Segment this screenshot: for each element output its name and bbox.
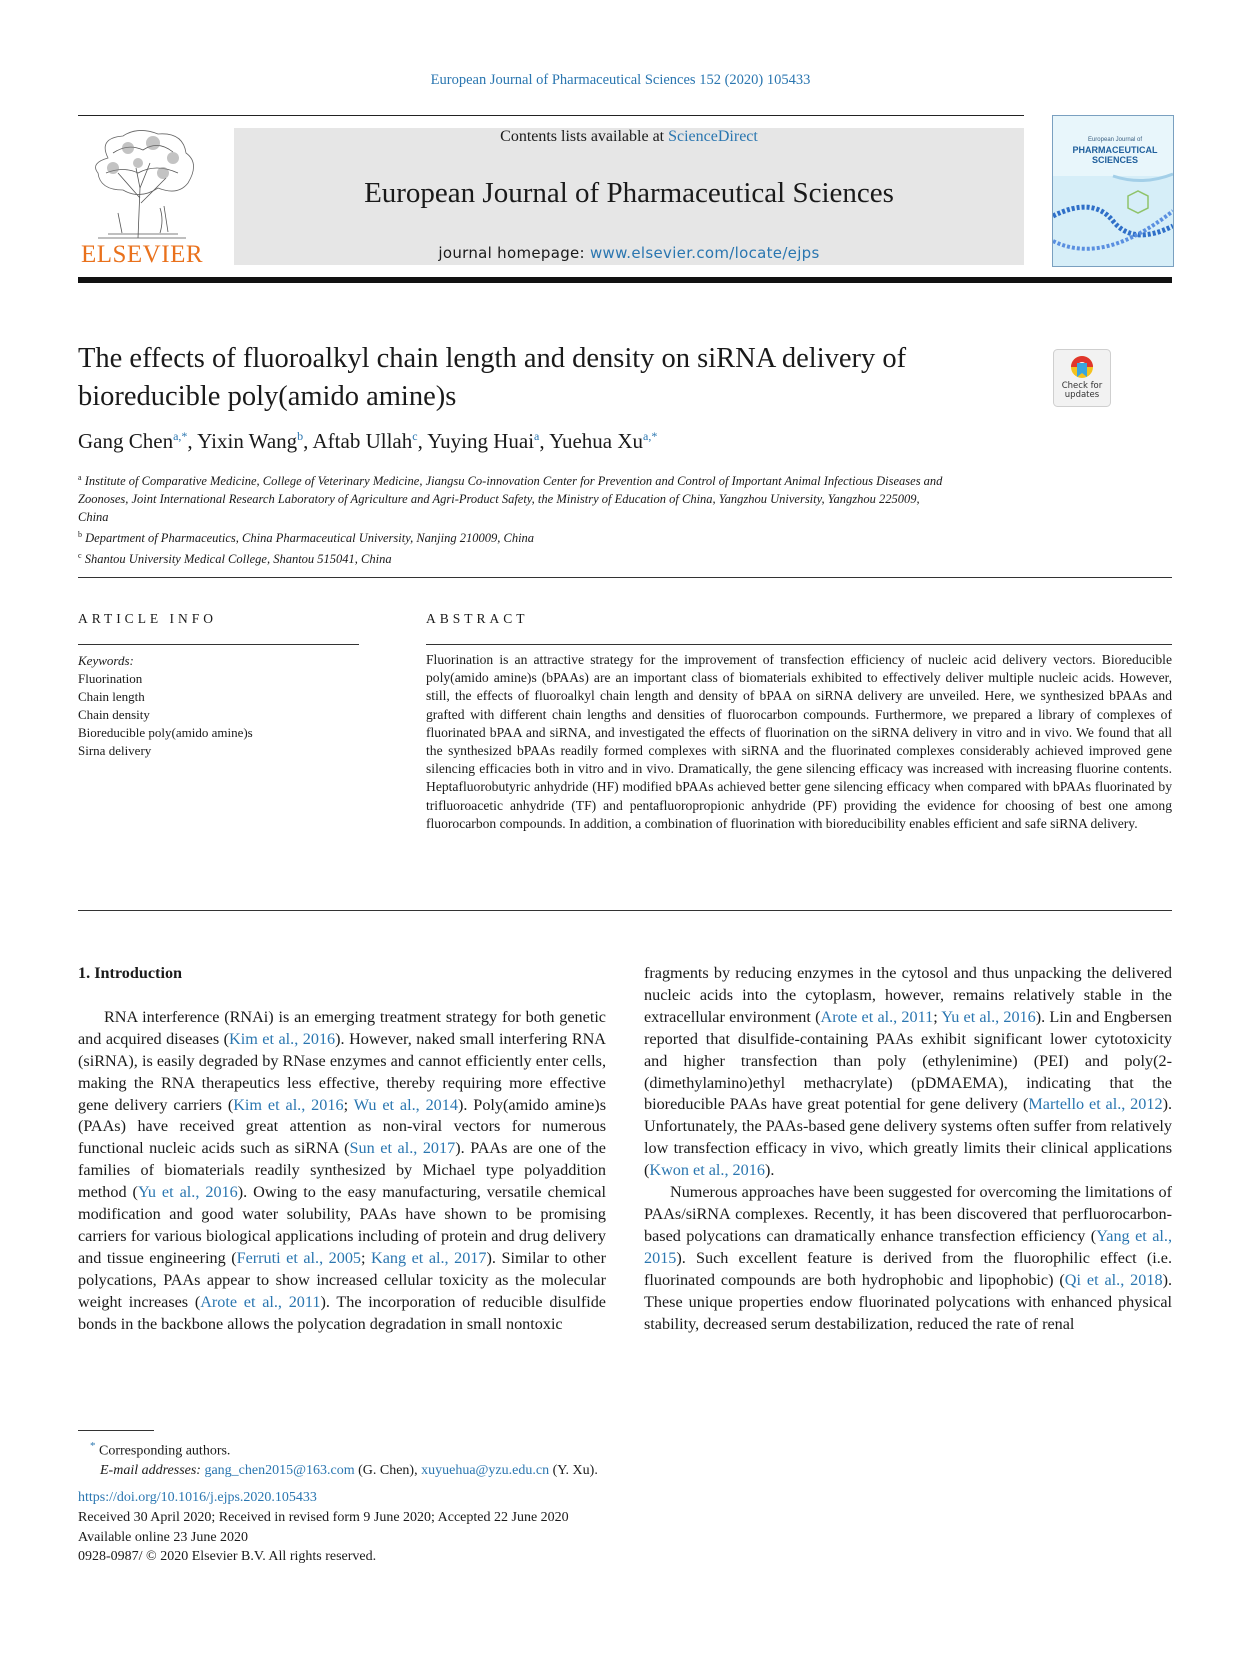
cover-line-1: European Journal of xyxy=(1087,137,1143,143)
article-title xyxy=(78,340,1018,416)
keywords-label: Keywords: xyxy=(78,653,134,668)
journal-cover-image xyxy=(1053,116,1173,266)
publication-info xyxy=(78,1488,569,1567)
body-paragraph xyxy=(644,1182,1172,1335)
homepage-link[interactable]: www.elsevier.com/locate/ejps xyxy=(589,244,820,262)
body-text: ). The incorporation of reducible disulfide bonds in the backbone allows the polycation degradation in small nontoxic xyxy=(78,1292,606,1333)
keyword: Fluorination xyxy=(78,671,143,686)
available-online: Available online 23 June 2020 xyxy=(78,1529,249,1545)
citation-link[interactable]: Kim et al., 2016 xyxy=(229,1029,336,1048)
affiliation-b: $^b$ Department of Pharmaceutics, China Pharmaceutical University, Nanjing 210009, China xyxy=(78,530,535,546)
abstract-heading: ABSTRACT xyxy=(426,611,529,626)
contents-line xyxy=(234,128,1024,146)
article-title-line-1: The effects of fluoroalkyl chain length and density on siRNA delivery of xyxy=(78,343,907,374)
journal-title: European Journal of Pharmaceutical Sciences xyxy=(364,177,894,209)
body-text: ). Owing to the easy manufacturing, versatile chemical modification and good water solubility, PAAs have shown to be promising carriers for various biological applications including of protein and drug delivery and tissue engineering ( xyxy=(78,1183,606,1267)
body-column-left xyxy=(78,963,606,1336)
crossmark-label-line-1: Check for xyxy=(1061,381,1103,391)
article-info-heading: ARTICLE INFO xyxy=(78,611,218,626)
citation-link[interactable]: Yang et al., 2015 xyxy=(644,1226,1172,1267)
section-heading: 1. Introduction xyxy=(78,964,183,982)
citation-link[interactable]: Arote et al., 2011 xyxy=(820,1007,934,1026)
divider xyxy=(426,644,1172,645)
citation-link[interactable]: Kwon et al., 2016 xyxy=(649,1161,765,1180)
body-text: RNA interference (RNAi) is an emerging treatment strategy for both genetic and acquired diseases ( xyxy=(78,1007,606,1048)
keyword: Chain length xyxy=(78,689,145,704)
body-text: fragments by reducing enzymes in the cytosol and thus unpacking the delivered nucleic acids into the cytoplasm, however, remains relatively stable in the extracellular environment ( xyxy=(644,964,1172,1026)
author: Yuehua $Xu^{a,*}$ xyxy=(549,429,658,453)
affiliation-a-line-3: China xyxy=(78,510,109,525)
body-text: ; xyxy=(343,1095,354,1114)
homepage-line xyxy=(234,244,1024,262)
citation-link[interactable]: Kang et al., 2017 xyxy=(371,1248,487,1267)
body-text: ; xyxy=(361,1248,372,1267)
body-text: ). Unfortunately, the PAAs-based gene delivery systems often suffer from relatively low transfection efficacy in vivo, which greatly limits their clinical applications ( xyxy=(644,1095,1172,1180)
body-text: ). Such excellent feature is derived from the fluorophilic effect (i.e. fluorinated compounds are both hydrophobic and lipophobic) ( xyxy=(644,1248,1172,1289)
check-for-updates-button[interactable] xyxy=(1053,349,1111,407)
citation-link[interactable]: Wu et al., 2014 xyxy=(353,1095,458,1114)
homepage-prefix: journal homepage: xyxy=(438,244,590,262)
crossmark-label xyxy=(1053,382,1111,400)
author-list xyxy=(78,429,657,454)
footnotes xyxy=(78,1437,598,1481)
author: Yixin Wang$^b$, xyxy=(197,429,313,453)
keyword: Chain density xyxy=(78,707,150,722)
author: Yuying Huai$^a$, xyxy=(427,429,550,453)
journal-header-box xyxy=(234,128,1024,265)
author: Aftab Ullah$^c$, xyxy=(312,429,428,453)
body-text: ). xyxy=(764,1161,775,1180)
crossmark-label-line-2: updates xyxy=(1064,390,1100,400)
divider xyxy=(78,577,1172,578)
cover-line-3: SCIENCES xyxy=(1091,155,1139,165)
citation-link[interactable]: Yu et al., 2016 xyxy=(137,1183,238,1202)
affiliation-c: $^c$ Shantou University Medical College, Shantou 515041, China xyxy=(78,551,392,567)
affiliations xyxy=(78,469,1038,568)
body-text: ). PAAs are one of the families of biomaterials readily synthesized by Michael type polyaddition method ( xyxy=(78,1139,606,1202)
author: Gang Chen$^{a,*}$, xyxy=(78,429,198,453)
body-text: ). Similar to other polycations, PAAs appear to show increased cellular toxicity as the molecular weight increases ( xyxy=(78,1248,606,1311)
body-text: ). Lin and Engbersen reported that disulfide-containing PAAs exhibit significant lower cytotoxicity and higher transfection than poly (ethylenimine) (PEI) and poly(2-(dimethylamino)ethyl methacrylate) (pDMAEMA), indicating that the bioreducible PAAs have great potential for gene delivery ( xyxy=(644,1007,1172,1114)
email-line: E-mail addresses: gang_chen2015@163.com (G. Chen), xuyuehua@yzu.edu.cn (Y. Xu). xyxy=(100,1463,598,1479)
body-paragraph xyxy=(78,1007,606,1336)
citation-link[interactable]: Sun et al., 2017 xyxy=(349,1139,456,1158)
footnote-rule xyxy=(78,1430,154,1431)
copyright: 0928-0987/ © 2020 Elsevier B.V. All rights reserved. xyxy=(78,1549,377,1565)
divider xyxy=(78,910,1172,911)
author-affiliation-link[interactable]: a,* xyxy=(643,429,658,443)
author-affiliation-link[interactable]: a,* xyxy=(173,429,188,443)
elsevier-tree-icon xyxy=(78,128,206,240)
corresponding-note: * Corresponding authors. xyxy=(90,1440,231,1459)
keyword: Bioreducible poly(amido amine)s xyxy=(78,725,253,740)
author-affiliation-link[interactable]: a xyxy=(534,429,540,443)
body-text: ). Poly(amido amine)s (PAAs) have received great attention as non-viral vectors for numerous functional nucleic acids such as siRNA ( xyxy=(78,1095,606,1158)
doi-link[interactable]: https://doi.org/10.1016/j.ejps.2020.105433 xyxy=(78,1490,317,1505)
affiliation-a: $^a$ Institute of Comparative Medicine, College of Veterinary Medicine, Jiangsu Co-innovation Center for Prevention and Control of Important Animal Infectious Diseases and xyxy=(78,473,943,489)
divider xyxy=(78,644,359,645)
citation-link[interactable]: Arote et al., 2011 xyxy=(200,1292,321,1311)
contents-prefix: Contents lists available at xyxy=(500,128,669,145)
sciencedirect-link[interactable]: ScienceDirect xyxy=(668,128,758,145)
keyword: Sirna delivery xyxy=(78,743,152,758)
author-affiliation-link[interactable]: b xyxy=(297,429,304,443)
body-paragraph xyxy=(644,963,1172,1182)
citation-link[interactable]: Ferruti et al., 2005 xyxy=(236,1248,362,1267)
body-text: ). However, naked small interfering RNA (siRNA), is easily degraded by RNase enzymes and cannot efficiently enter cells, making the RNA therapeutics less effective, thereby requiring more effective gene delivery carriers ( xyxy=(78,1029,606,1114)
elsevier-wordmark: ELSEVIER xyxy=(80,241,204,268)
body-column-right xyxy=(644,963,1172,1335)
body-text: ). These unique properties endow fluorinated polycations with enhanced physical stability, decreased serum destabilization, reduced the rate of renal xyxy=(644,1270,1172,1333)
keywords-block xyxy=(78,652,253,760)
citation-link[interactable]: Qi et al., 2018 xyxy=(1064,1270,1163,1289)
citation-link[interactable]: Martello et al., 2012 xyxy=(1028,1095,1163,1114)
citation-link[interactable]: Kim et al., 2016 xyxy=(233,1095,344,1114)
email-link[interactable]: xuyuehua@yzu.edu.cn xyxy=(421,1463,550,1479)
received-dates: Received 30 April 2020; Received in revised form 9 June 2020; Accepted 22 June 2020 xyxy=(78,1509,569,1525)
affiliation-a-line-2: Zoonoses, Joint International Research Laboratory of Agriculture and Agri-Product Safety, the Ministry of Education of China, Yangzhou University, Yangzhou 225009, xyxy=(78,492,920,507)
abstract-text: Fluorination is an attractive strategy for the improvement of transfection efficiency of nucleic acid delivery vectors. Bioreducible poly(amido amine)s (bPAAs) are an important class of biomaterials exhibited to effectively deliver multiple nucleic acids. However, still, the effects of fluoroalkyl chain length and density of bPAA on siRNA delivery are unveiled. Here, we synthesized bPAAs and grafted with different chain lengths and densities of fluorocarbon compounds. Furthermore, we prepared a library of complexes of fluorinated bPAA and siRNA, and investigated the effects of fluorination on the siRNA delivery in vitro and in vivo. We found that all the synthesized bPAAs readily formed complexes with siRNA and the fluorinated complexes considerably achieved improved gene silencing efficacies both in vitro and in vivo. Dramatically, the gene silencing efficacy was increased with increasing fluorine contents. Heptafluorobutyric anhydride (HF) modified bPAAs achieved better gene silencing efficacy when compared with bPAAs fluorinated by trifluoroacetic anhydride (TF) and pentafluoropropionic anhydride (PF) providing the evidence for choosing of best one among fluorocarbon compounds. In addition, a combination of fluorination with bioreducibility enables efficient and safe siRNA delivery. xyxy=(426,652,1172,831)
email-link[interactable]: gang_chen2015@163.com xyxy=(204,1463,355,1479)
body-text: ; xyxy=(933,1007,942,1026)
elsevier-logo[interactable] xyxy=(78,128,206,268)
citation-link[interactable]: Yu et al., 2016 xyxy=(941,1007,1036,1026)
author-affiliation-link[interactable]: c xyxy=(412,429,418,443)
article-title-line-2: bioreducible poly(amido amine)s xyxy=(78,381,457,412)
header-thick-rule xyxy=(78,277,1172,283)
cover-line-2: PHARMACEUTICAL xyxy=(1072,145,1158,155)
body-text: Numerous approaches have been suggested for overcoming the limitations of PAAs/siRNA complexes. Recently, it has been discovered that perfluorocarbon-based polycations can dramatically enhance transfection efficiency ( xyxy=(644,1183,1172,1245)
header-rule xyxy=(78,115,1024,116)
journal-citation[interactable]: European Journal of Pharmaceutical Sciences 152 (2020) 105433 xyxy=(430,72,811,88)
journal-cover[interactable] xyxy=(1052,115,1174,267)
